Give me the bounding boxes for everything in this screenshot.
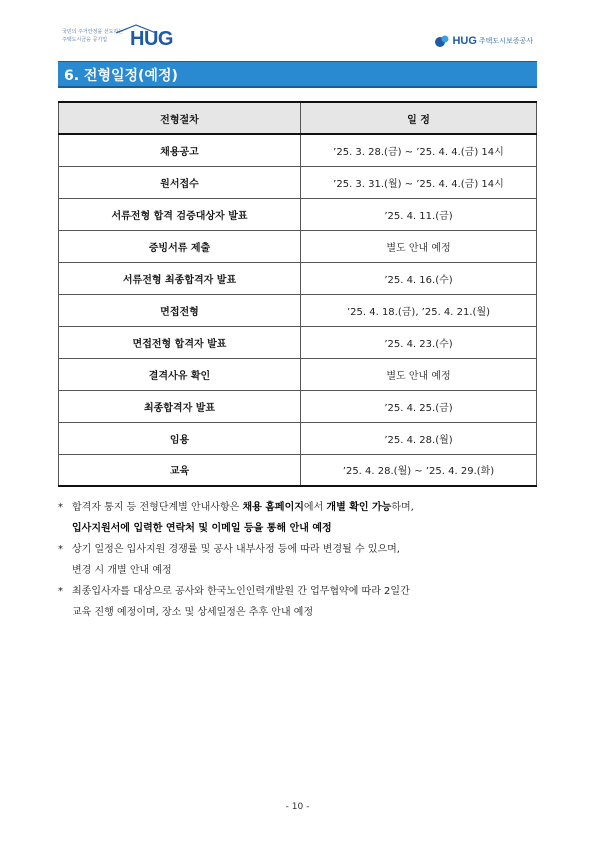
table-row: [59, 454, 537, 486]
step-cell: 원서접수: [59, 166, 301, 198]
column-header-date: 일 정: [301, 102, 537, 134]
note-item: [58, 539, 542, 581]
notes-section: [58, 497, 542, 623]
date-cell: ’25. 4. 25.(금): [301, 390, 537, 422]
note-text: 최종입사자를 대상으로 공사와 한국노인인력개발원 간 업무협약에 따라 2일간: [72, 586, 410, 597]
date-cell: ’25. 4. 23.(수): [301, 326, 537, 358]
note-item: [58, 581, 542, 623]
logo-org-name: 주택도시보증공사: [478, 37, 533, 45]
date-cell: ’25. 3. 28.(금) ~ ’25. 4. 4.(금) 14시: [301, 134, 537, 166]
note-bullet: *: [58, 586, 63, 597]
table-row: [59, 262, 537, 294]
page-header: [58, 22, 537, 58]
step-cell: 채용공고: [59, 134, 301, 166]
table-row: [59, 294, 537, 326]
hug-logo-left: [58, 22, 178, 56]
date-cell: ’25. 4. 28.(월) ~ ’25. 4. 29.(화): [301, 454, 537, 486]
logo-tagline-1: 국민의 주거안정을 선도하는: [62, 29, 124, 35]
note-text: 합격자 통지 등 전형단계별 안내사항은: [72, 502, 243, 513]
table-row: [59, 198, 537, 230]
note-text: 변경 시 개별 안내 예정: [72, 565, 172, 576]
hug-mark-icon: [434, 34, 450, 48]
note-text: 하며,: [391, 502, 414, 513]
date-cell: ’25. 4. 28.(월): [301, 422, 537, 454]
date-cell: ’25. 3. 31.(월) ~ ’25. 4. 4.(금) 14시: [301, 166, 537, 198]
section-title-bar: [58, 61, 537, 88]
date-cell: 별도 안내 예정: [301, 358, 537, 390]
hug-logo-right: [434, 32, 533, 50]
logo-tagline-2: 주택도시금융 공기업: [62, 37, 108, 43]
table-row: [59, 326, 537, 358]
table-row: [59, 134, 537, 166]
schedule-table: [58, 101, 537, 487]
step-cell: 교육: [59, 454, 301, 486]
page-number: - 10 -: [285, 802, 310, 812]
step-cell: 면접전형 합격자 발표: [59, 326, 301, 358]
table-header-row: [59, 102, 537, 134]
note-emphasis: 개별 확인 가능: [326, 502, 392, 513]
note-emphasis: 채용 홈페이지: [242, 502, 304, 513]
date-cell: 별도 안내 예정: [301, 230, 537, 262]
note-item: [58, 497, 542, 539]
step-cell: 최종합격자 발표: [59, 390, 301, 422]
table-row: [59, 166, 537, 198]
column-header-step: 전형절차: [59, 102, 301, 134]
table-row: [59, 230, 537, 262]
date-cell: ’25. 4. 11.(금): [301, 198, 537, 230]
note-text: 에서: [303, 502, 327, 513]
step-cell: 증빙서류 제출: [59, 230, 301, 262]
step-cell: 결격사유 확인: [59, 358, 301, 390]
logo-brand: HUG: [130, 28, 173, 50]
step-cell: 서류전형 합격 검증대상자 발표: [59, 198, 301, 230]
logo-brand-right: HUG: [452, 35, 477, 47]
date-cell: ’25. 4. 16.(수): [301, 262, 537, 294]
table-row: [59, 422, 537, 454]
section-title: 6. 전형일정(예정): [64, 68, 178, 84]
step-cell: 면접전형: [59, 294, 301, 326]
note-bullet: *: [58, 544, 63, 555]
note-text: 상기 일정은 입사지원 경쟁률 및 공사 내부사정 등에 따라 변경될 수 있으며,: [72, 544, 400, 555]
step-cell: 서류전형 최종합격자 발표: [59, 262, 301, 294]
note-bullet: *: [58, 502, 63, 513]
date-cell: ’25. 4. 18.(금), ’25. 4. 21.(월): [301, 294, 537, 326]
table-row: [59, 358, 537, 390]
note-text: 교육 진행 예정이며, 장소 및 상세일정은 추후 안내 예정: [72, 607, 314, 618]
table-row: [59, 390, 537, 422]
note-emphasis: 입사지원서에 입력한 연락처 및 이메일 등을 통해 안내 예정: [72, 523, 332, 534]
step-cell: 임용: [59, 422, 301, 454]
